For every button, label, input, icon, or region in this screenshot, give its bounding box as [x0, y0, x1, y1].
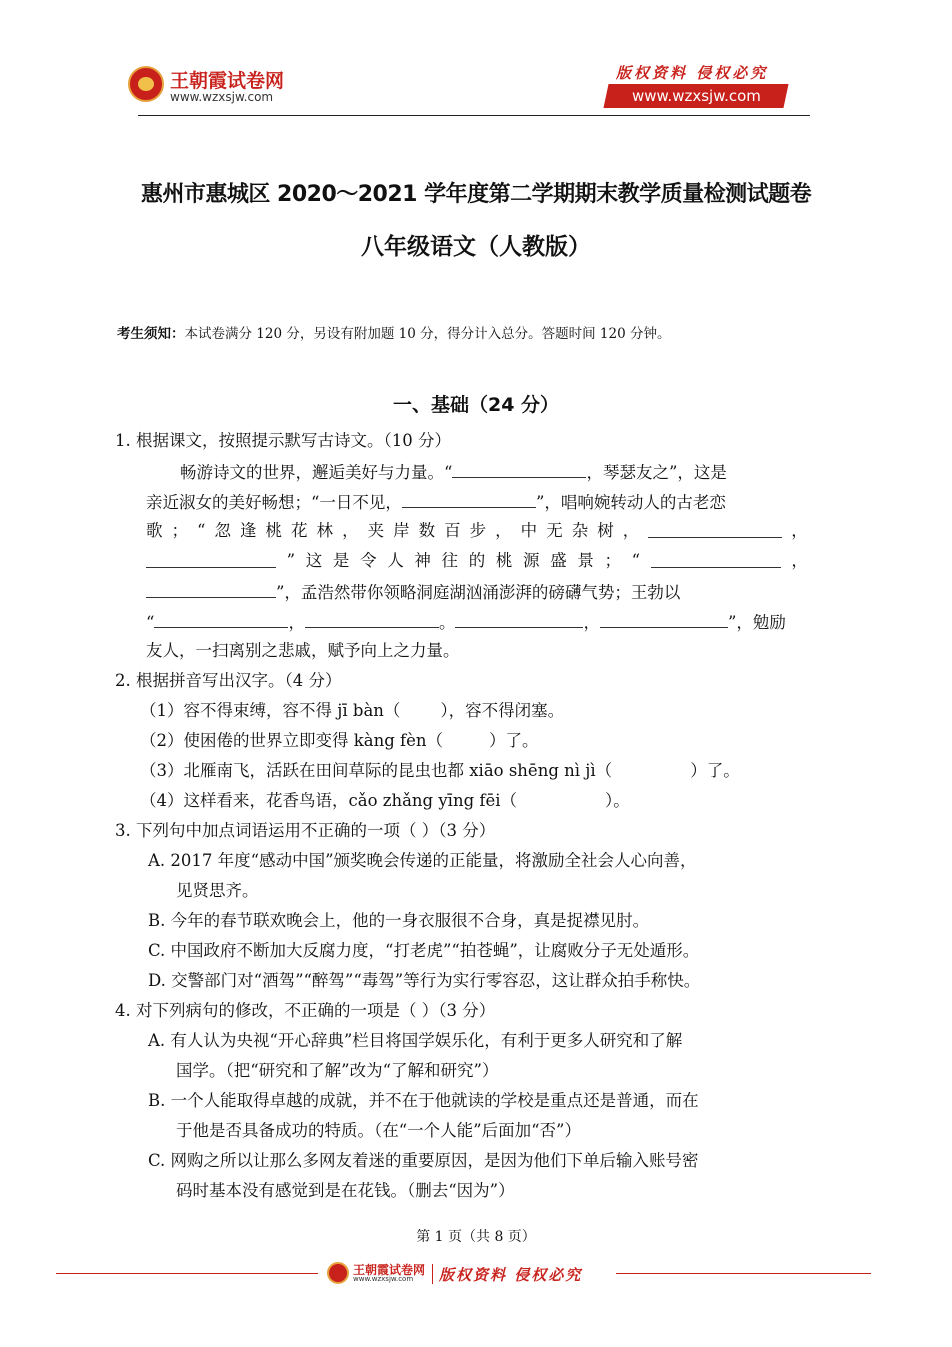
answer-blank[interactable] — [455, 610, 583, 628]
footer-logo-icon — [327, 1262, 349, 1284]
q3-option-d[interactable]: D. 交警部门对“酒驾”“醉驾”“毒驾”等行为实行零容忍，这让群众拍手称快。 — [148, 971, 701, 990]
section-heading: 一、基础（24 分） — [392, 394, 560, 416]
answer-blank[interactable] — [154, 610, 288, 628]
answer-blank[interactable] — [600, 610, 728, 628]
q4-option-b[interactable]: B. 一个人能取得卓越的成就，并不在于他就读的学校是重点还是普通，而在 — [148, 1091, 699, 1110]
q4-option-a[interactable]: A. 有人认为央视“开心辞典”栏目将国学娱乐化，有利于更多人研究和了解 — [148, 1031, 683, 1050]
q3-option-a[interactable]: A. 2017 年度“感动中国”颁奖晚会传递的正能量，将激励全社会人心向善， — [148, 851, 697, 870]
q4-option-c-cont: 码时基本没有感觉到是在花钱。（删去“因为”） — [176, 1181, 515, 1200]
q1-line-4: ” 这 是 令 人 神 往 的 桃 源 盛 景 ； “ ， — [146, 550, 808, 572]
exam-notice — [117, 322, 670, 342]
url-badge[interactable] — [603, 84, 788, 108]
q4-stem: 4. 对下列病句的修改，不正确的一项是（ ）（3 分） — [115, 1001, 496, 1020]
q3-option-a-cont: 见贤思齐。 — [176, 881, 259, 900]
q2-item-4: （4）这样看来，花香鸟语，cǎo zhǎng yīng fēi（ ）。 — [140, 791, 630, 810]
notice-label: 考生须知： — [117, 326, 185, 342]
page-number: 第 1 页（共 8 页） — [416, 1229, 536, 1245]
q4-option-a-cont: 国学。（把“研究和了解”改为“了解和研究”） — [176, 1061, 499, 1080]
q1-line-3: 歌 ； “ 忽 逢 桃 花 林 ， 夹 岸 数 百 步 ， 中 无 杂 树 ， ， — [146, 521, 808, 540]
q2-item-3: （3）北雁南飞，活跃在田间草际的昆虫也都 xiāo shēng nì jì（ ）了。 — [140, 761, 740, 780]
footer-bar — [56, 1262, 871, 1286]
q3-option-c[interactable]: C. 中国政府不断加大反腐力度，“打老虎”“拍苍蝇”，让腐败分子无处遁形。 — [148, 941, 700, 960]
q1-line-5: ”，孟浩然带你领略洞庭湖汹涌澎湃的磅礴气势；王勃以 — [146, 580, 680, 604]
logo-name: 王朝霞试卷网 — [170, 70, 285, 92]
q1-stem: 1. 根据课文，按照提示默写古诗文。（10 分） — [115, 431, 451, 450]
answer-blank[interactable] — [651, 550, 781, 568]
footer-logo-url: www.wzxsjw.com — [353, 1275, 414, 1283]
logo-emblem-icon — [128, 66, 164, 102]
answer-blank[interactable] — [305, 610, 439, 628]
header-logo — [128, 66, 298, 110]
q3-option-b[interactable]: B. 今年的春节联欢晚会上，他的一身衣服很不合身，真是捉襟见肘。 — [148, 911, 650, 930]
q4-option-b-cont: 于他是否具备成功的特质。（在“一个人能”后面加“否”） — [176, 1121, 581, 1140]
notice-text: 本试卷满分 120 分，另设有附加题 10 分，得分计入总分。答题时间 120 分钟。 — [184, 326, 671, 342]
exam-subtitle: 八年级语文（人教版） — [361, 234, 591, 260]
footer-separator — [432, 1264, 433, 1284]
footer-rights: 版权资料 侵权必究 — [439, 1266, 583, 1284]
answer-blank[interactable] — [648, 520, 782, 538]
answer-blank[interactable] — [146, 550, 276, 568]
answer-blank[interactable] — [452, 460, 586, 478]
q1-line-2: 亲近淑女的美好畅想；“一日不见， ”，唱响婉转动人的古老恋 — [146, 490, 726, 514]
q1-line-6: “ ， 。 ， ”，勉励 — [146, 610, 786, 634]
exam-title: 惠州市惠城区 2020～2021 学年度第二学期期末教学质量检测试题卷 — [140, 182, 812, 207]
header-divider — [138, 115, 810, 116]
logo-url: www.wzxsjw.com — [170, 90, 274, 104]
url-badge-text: www.wzxsjw.com — [631, 87, 761, 105]
footer-logo-name: 王朝霞试卷网 — [353, 1263, 426, 1277]
q2-item-1: （1）容不得束缚，容不得 jī bàn（ ），容不得闭塞。 — [140, 701, 565, 720]
copyright-notice: 版权资料 侵权必究 — [616, 64, 769, 82]
q3-stem: 3. 下列句中加点词语运用不正确的一项（ ）（3 分） — [115, 821, 496, 840]
footer-line-right — [616, 1273, 871, 1274]
q1-line-7: 友人，一扫离别之悲戚，赋予向上之力量。 — [146, 641, 460, 660]
q4-option-c[interactable]: C. 网购之所以让那么多网友着迷的重要原因，是因为他们下单后输入账号密 — [148, 1151, 699, 1170]
q2-stem: 2. 根据拼音写出汉字。（4 分） — [115, 671, 342, 690]
answer-blank[interactable] — [402, 490, 536, 508]
q1-line-1: 畅游诗文的世界，邂逅美好与力量。“ ，琴瑟友之”，这是 — [180, 460, 727, 484]
answer-blank[interactable] — [146, 580, 276, 598]
footer-line-left — [56, 1273, 318, 1274]
q2-item-2: （2）使困倦的世界立即变得 kàng fèn（ ）了。 — [140, 731, 539, 750]
